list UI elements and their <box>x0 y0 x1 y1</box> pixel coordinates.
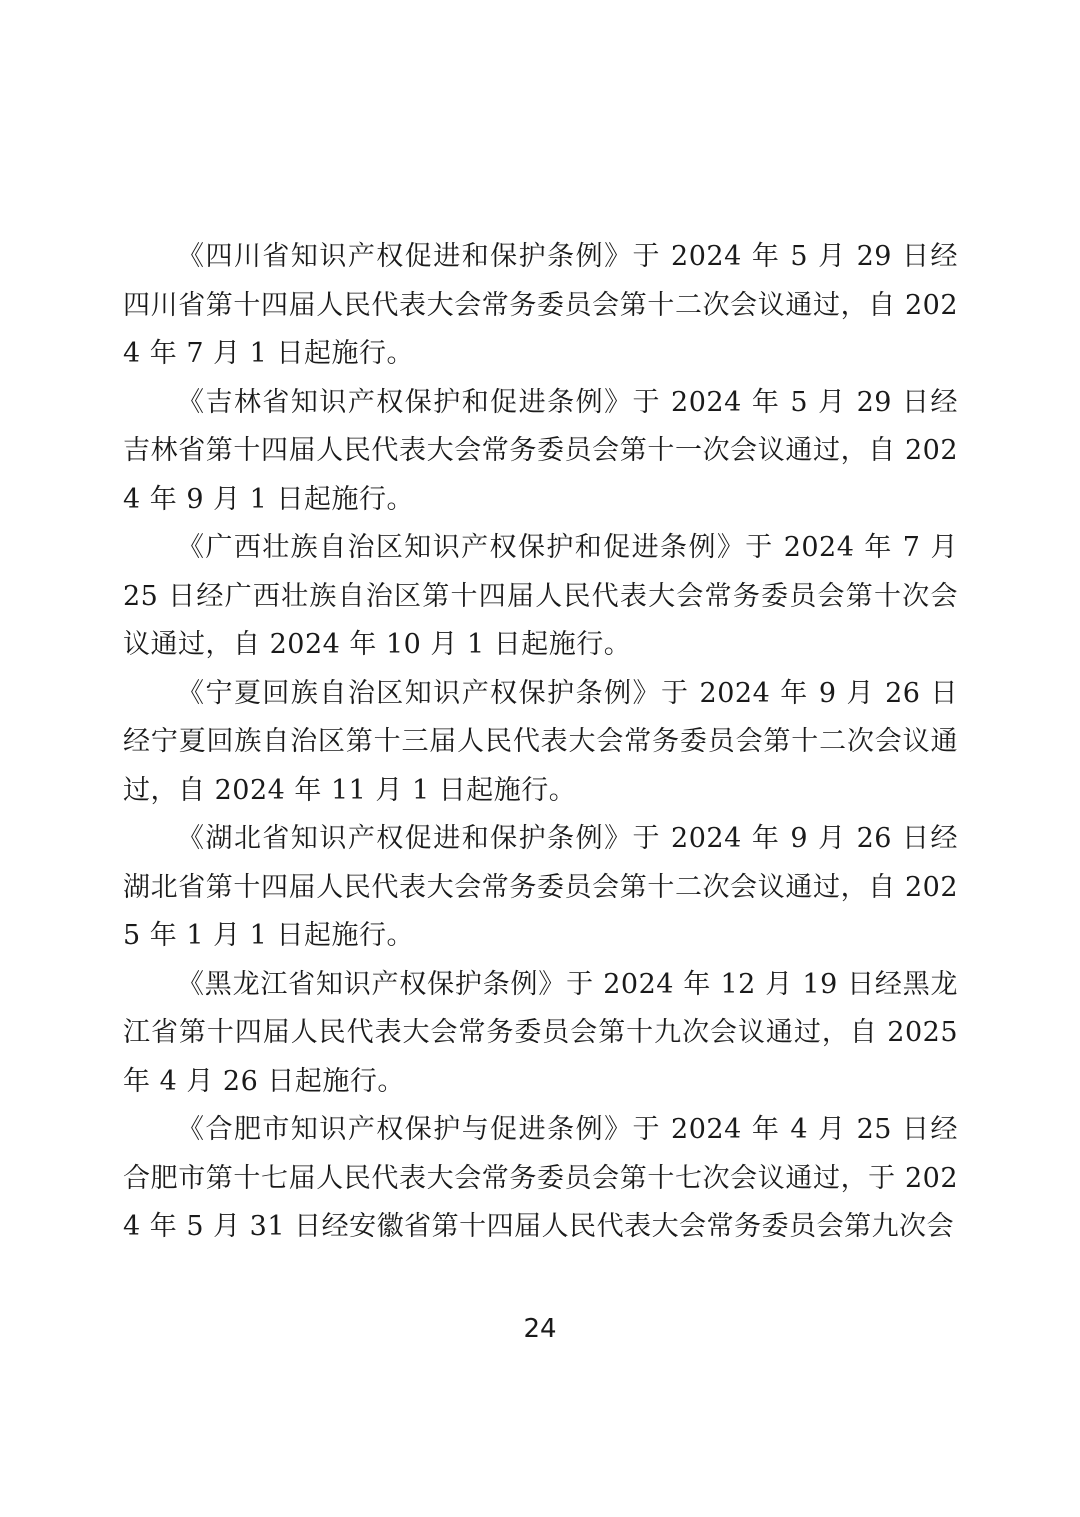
body-text <box>123 233 958 1252</box>
paragraph-guangxi: 《广西壮族自治区知识产权保护和促进条例》于 2024 年 7 月 25 日经广西壮族自治区第十四届人民代表大会常务委员会第十次会议通过，自 2024 年 10 月 1 日起施行。 <box>123 532 958 660</box>
paragraph-hefei: 《合肥市知识产权保护与促进条例》于 2024 年 4 月 25 日经合肥市第十七届人民代表大会常务委员会第十七次会议通过，于 2024 年 5 月 31 日经安徽省第十四届人民代表大会常务委员会第九次会 <box>123 1114 958 1242</box>
paragraph-jilin: 《吉林省知识产权保护和促进条例》于 2024 年 5 月 29 日经吉林省第十四届人民代表大会常务委员会第十一次会议通过，自 2024 年 9 月 1 日起施行。 <box>123 386 958 515</box>
paragraph-hubei: 《湖北省知识产权促进和保护条例》于 2024 年 9 月 26 日经湖北省第十四届人民代表大会常务委员会第十二次会议通过，自 2025 年 1 月 1 日起施行。 <box>123 823 958 951</box>
paragraph-sichuan: 《四川省知识产权促进和保护条例》于 2024 年 5 月 29 日经四川省第十四届人民代表大会常务委员会第十二次会议通过，自 2024 年 7 月 1 日起施行。 <box>123 241 958 369</box>
page-number: 24 <box>523 1314 557 1344</box>
paragraph-ningxia: 《宁夏回族自治区知识产权保护条例》于 2024 年 9 月 26 日经宁夏回族自治区第十三届人民代表大会常务委员会第十二次会议通过，自 2024 年 11 月 1 日起施行。 <box>123 677 958 806</box>
paragraph-heilongjiang: 《黑龙江省知识产权保护条例》于 2024 年 12 月 19 日经黑龙江省第十四届人民代表大会常务委员会第十九次会议通过，自 2025 年 4 月 26 日起施行。 <box>123 968 958 1097</box>
